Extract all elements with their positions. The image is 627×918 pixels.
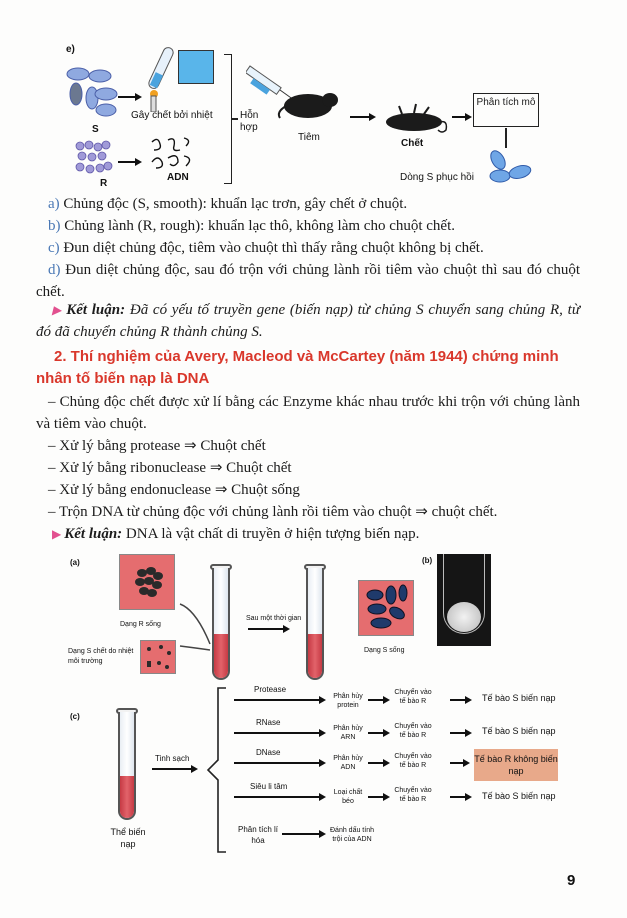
list-text: Đun diệt chủng độc, tiêm vào chuột thì thấy rằng chuột không bị chết. bbox=[59, 240, 484, 256]
s-capsule-cells-icon bbox=[359, 581, 415, 637]
result-protease: Tế bào S biến nạp bbox=[482, 693, 556, 703]
conclusion-1 bbox=[36, 299, 580, 343]
treatment-chemical-analysis: Phân tích lí hóa bbox=[237, 825, 279, 845]
conclusion-text: Đã có yếu tố truyền gene (biến nạp) từ chủng S chuyển sang chủng R, từ đó đã chuyển chủng R thành chủng S. bbox=[36, 302, 580, 340]
dead-label: Chết bbox=[401, 138, 424, 149]
transfer-rnase: Chuyển vào tế bào R bbox=[394, 723, 432, 739]
list-marker: d) bbox=[48, 262, 61, 278]
page-number: 9 bbox=[567, 872, 576, 889]
dna-label: ADN bbox=[167, 172, 189, 183]
figure-label-a: (a) bbox=[70, 558, 80, 567]
list-marker: a) bbox=[48, 196, 60, 212]
photo-precipitate bbox=[447, 602, 481, 632]
after-time-label: Sau một thời gian bbox=[246, 615, 302, 622]
test-tube-2 bbox=[306, 568, 324, 680]
bullet-dna-mix: – Trộn DNA từ chủng độc với chủng lành rồi tiêm vào chuột ⇒ chuột chết. bbox=[48, 504, 498, 520]
arrow-icon bbox=[452, 116, 470, 118]
arrow-icon bbox=[450, 762, 468, 764]
list-marker: c) bbox=[48, 240, 60, 256]
r-colony-icon bbox=[120, 555, 176, 611]
list-item-d bbox=[36, 259, 580, 303]
list-text: Chủng độc (S, smooth): khuẩn lạc trơn, gây chết ở chuột. bbox=[59, 196, 408, 212]
dead-mouse-icon bbox=[380, 102, 450, 138]
bullet-ribonuclease: – Xử lý bằng ribonuclease ⇒ Chuột chết bbox=[48, 460, 292, 476]
list-marker: b) bbox=[48, 218, 61, 234]
bullet-protease: – Xử lý bằng protease ⇒ Chuột chết bbox=[48, 438, 266, 454]
figure-label-b: (b) bbox=[422, 556, 433, 565]
arrow-icon bbox=[118, 96, 140, 98]
syringe-mouse-icon bbox=[246, 62, 346, 124]
arrow-icon bbox=[282, 833, 324, 835]
arrow-icon bbox=[248, 628, 288, 630]
effect-ultracentrifuge: Loại chất béo bbox=[333, 789, 363, 805]
arrow-icon bbox=[450, 699, 470, 701]
treatment-rnase: RNase bbox=[256, 718, 281, 727]
dna-fragments-icon bbox=[150, 136, 200, 172]
treatment-dnase: DNase bbox=[256, 748, 281, 757]
conclusion-label: Kết luận: bbox=[66, 302, 126, 318]
dna-precipitate-photo bbox=[437, 554, 491, 646]
conclusion-label: Kết luận: bbox=[64, 526, 123, 542]
r-bacteria-icon bbox=[74, 140, 114, 176]
s-live-box bbox=[358, 580, 414, 636]
tube-liquid bbox=[308, 634, 322, 678]
s-recovered-bacteria-icon bbox=[484, 150, 534, 186]
arrow-down-icon bbox=[505, 128, 507, 148]
arrow-icon bbox=[234, 732, 324, 734]
arrow-icon bbox=[368, 732, 388, 734]
list-item-a bbox=[48, 193, 578, 215]
curved-arrows-icon bbox=[176, 590, 216, 670]
recovered-label: Dòng S phục hồi bbox=[400, 172, 474, 183]
heat-kill-label: Gây chết bởi nhiệt bbox=[131, 110, 213, 121]
effect-chemical-analysis: Đánh dấu tính trội của ADN bbox=[330, 827, 374, 843]
heated-tube-icon bbox=[142, 44, 182, 112]
list-text: Chủng lành (R, rough): khuẩn lạc thô, không làm cho chuột chết. bbox=[60, 218, 456, 234]
s-debris-icon bbox=[141, 641, 177, 675]
arrow-icon bbox=[450, 732, 470, 734]
figure-label-e: e) bbox=[66, 44, 75, 55]
result-dnase-highlight: Tế bào R không biến nạp bbox=[474, 749, 558, 781]
arrow-icon bbox=[118, 161, 140, 163]
strain-s-label: S bbox=[92, 124, 99, 135]
arrow-icon bbox=[350, 116, 374, 118]
triangle-bullet-icon: ▶ bbox=[52, 303, 67, 317]
s-dead-box bbox=[140, 640, 176, 674]
heat-killed-cells-box bbox=[178, 50, 214, 84]
tissue-analysis-box: Phân tích mô bbox=[473, 93, 539, 127]
arrow-icon bbox=[368, 796, 388, 798]
triangle-bullet-icon: ▶ bbox=[52, 527, 65, 541]
r-live-label: Dạng R sống bbox=[120, 621, 161, 628]
conclusion-text: DNA là vật chất di truyền ở hiện tượng biến nạp. bbox=[122, 526, 420, 542]
strain-r-label: R bbox=[100, 178, 108, 189]
result-ultracentrifuge: Tế bào S biến nạp bbox=[482, 791, 556, 801]
effect-protease: Phân hủy protein bbox=[333, 693, 363, 709]
arrow-icon bbox=[234, 762, 324, 764]
transfer-ultracentrifuge: Chuyển vào tế bào R bbox=[394, 787, 432, 803]
list-item-b bbox=[48, 215, 578, 237]
tube-liquid bbox=[214, 634, 228, 678]
section-heading: 2. Thí nghiệm của Avery, Macleod và McCartey (năm 1944) chứng minh nhân tố biến nạp là DNA bbox=[36, 348, 559, 387]
effect-dnase: Phân hủy ADN bbox=[333, 755, 363, 771]
arrow-icon bbox=[152, 768, 196, 770]
s-bacteria-icon bbox=[66, 64, 118, 122]
purify-label: Tinh sạch bbox=[155, 754, 190, 763]
tube-liquid bbox=[120, 776, 134, 818]
effect-rnase: Phân hủy ARN bbox=[333, 725, 363, 741]
conclusion-2 bbox=[52, 523, 582, 545]
mix-label: Hỗn hợp bbox=[240, 110, 259, 133]
arrow-icon bbox=[450, 796, 470, 798]
list-text: Đun diệt chủng độc, sau đó trộn với chủng lành rồi tiêm vào chuột thì sau đó chuột chết. bbox=[36, 262, 580, 300]
treatment-ultracentrifuge: Siêu li tâm bbox=[250, 782, 288, 791]
result-rnase: Tế bào S biến nạp bbox=[482, 726, 556, 736]
figure-label-c: (c) bbox=[70, 712, 80, 721]
bullet-endonuclease: – Xử lý bằng endonuclease ⇒ Chuột sống bbox=[48, 482, 300, 498]
transfer-protease: Chuyển vào tế bào R bbox=[394, 689, 432, 705]
arrow-icon bbox=[234, 699, 324, 701]
brace-icon bbox=[202, 686, 228, 854]
arrow-icon bbox=[368, 762, 388, 764]
arrow-icon bbox=[368, 699, 388, 701]
bracket bbox=[224, 54, 232, 184]
transforming-label: Thể biến nạp bbox=[110, 827, 146, 849]
s-live-label: Dạng S sống bbox=[364, 647, 405, 654]
r-live-box bbox=[119, 554, 175, 610]
s-dead-label: Dạng S chết do nhiệt môi trường bbox=[68, 648, 134, 665]
bracket-tick bbox=[232, 118, 238, 120]
treatment-protease: Protease bbox=[254, 685, 287, 694]
inject-label: Tiêm bbox=[298, 132, 320, 143]
list-item-c bbox=[48, 237, 578, 259]
transforming-tube bbox=[118, 712, 136, 820]
transfer-dnase: Chuyển vào tế bào R bbox=[394, 753, 432, 769]
arrow-icon bbox=[234, 796, 324, 798]
section-intro: – Chủng độc chết được xử lí bằng các Enzyme khác nhau trước khi trộn với chủng lành và tiêm vào chuột. bbox=[36, 394, 580, 432]
